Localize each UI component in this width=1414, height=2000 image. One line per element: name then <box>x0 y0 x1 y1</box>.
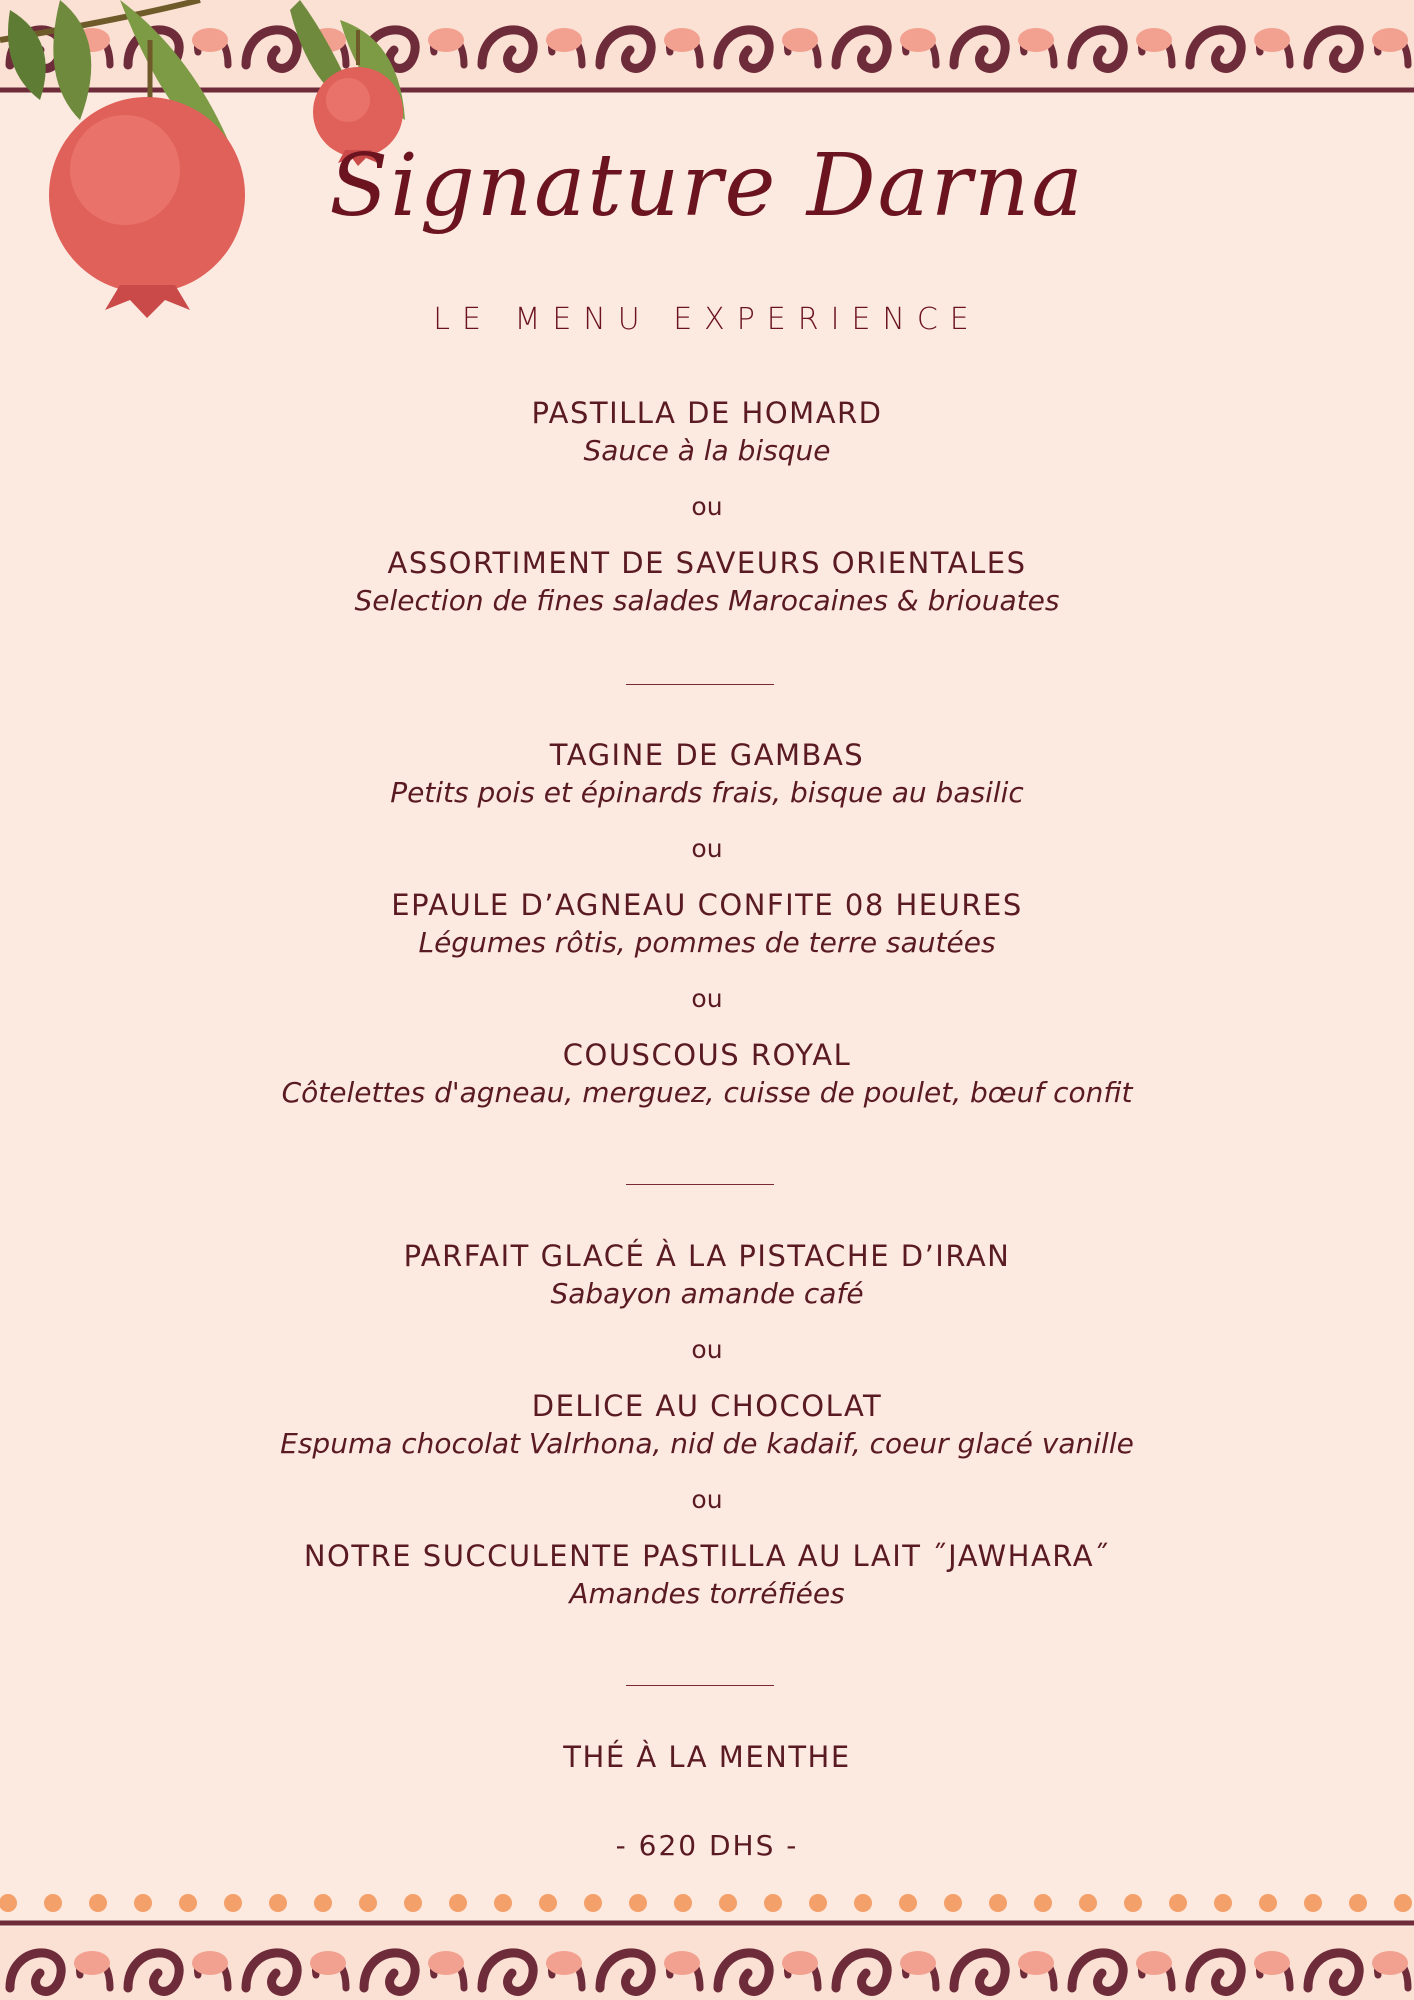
dish-description: Sauce à la bisque <box>583 434 831 467</box>
dish-name: NOTRE SUCCULENTE PASTILLA AU LAIT ˝JAWHARA˝ <box>303 1539 1111 1573</box>
dish-description: Petits pois et épinards frais, bisque au basilic <box>390 776 1024 809</box>
or-separator: ou <box>691 984 723 1013</box>
dish-item <box>0 886 1414 962</box>
or-separator: ou <box>691 492 723 521</box>
dish-name: COUSCOUS ROYAL <box>562 1038 852 1072</box>
starters-section <box>0 394 1414 620</box>
or-separator: ou <box>691 834 723 863</box>
dish-item <box>0 1537 1414 1613</box>
dish-item <box>0 1387 1414 1463</box>
drink-section <box>0 1738 1414 1776</box>
or-separator: ou <box>691 1335 723 1364</box>
desserts-section <box>0 1237 1414 1613</box>
dish-name: PARFAIT GLACÉ À LA PISTACHE D’IRAN <box>403 1239 1011 1273</box>
dish-name: EPAULE D’AGNEAU CONFITE 08 HEURES <box>391 888 1023 922</box>
dish-name: TAGINE DE GAMBAS <box>549 738 865 772</box>
dish-description: Légumes rôtis, pommes de terre sautées <box>418 926 996 959</box>
or-separator: ou <box>691 1485 723 1514</box>
dish-item <box>0 736 1414 812</box>
dish-description: Amandes torréfiées <box>569 1577 845 1610</box>
bottom-ornament-border <box>0 1893 1414 2000</box>
dish-description: Espuma chocolat Valrhona, nid de kadaif, coeur glacé vanille <box>280 1427 1134 1460</box>
drink-name: THÉ À LA MENTHE <box>563 1740 851 1774</box>
menu-price: - 620 DHS - <box>615 1829 799 1862</box>
dish-name: ASSORTIMENT DE SAVEURS ORIENTALES <box>387 546 1027 580</box>
dish-item <box>0 394 1414 470</box>
dish-item <box>0 544 1414 620</box>
dish-name: PASTILLA DE HOMARD <box>531 396 883 430</box>
dish-description: Selection de fines salades Marocaines & briouates <box>354 584 1060 617</box>
menu-title: Signature Darna <box>329 136 1085 236</box>
dish-description: Côtelettes d'agneau, merguez, cuisse de poulet, bœuf confit <box>281 1076 1133 1109</box>
section-divider <box>0 684 1414 685</box>
dish-item <box>0 1237 1414 1313</box>
mains-section <box>0 736 1414 1112</box>
dish-description: Sabayon amande café <box>550 1277 864 1310</box>
menu-subtitle: LE MENU EXPERIENCE <box>433 302 981 337</box>
section-divider <box>0 1184 1414 1185</box>
section-divider <box>0 1685 1414 1686</box>
dish-name: DELICE AU CHOCOLAT <box>531 1389 883 1423</box>
dish-item <box>0 1036 1414 1112</box>
